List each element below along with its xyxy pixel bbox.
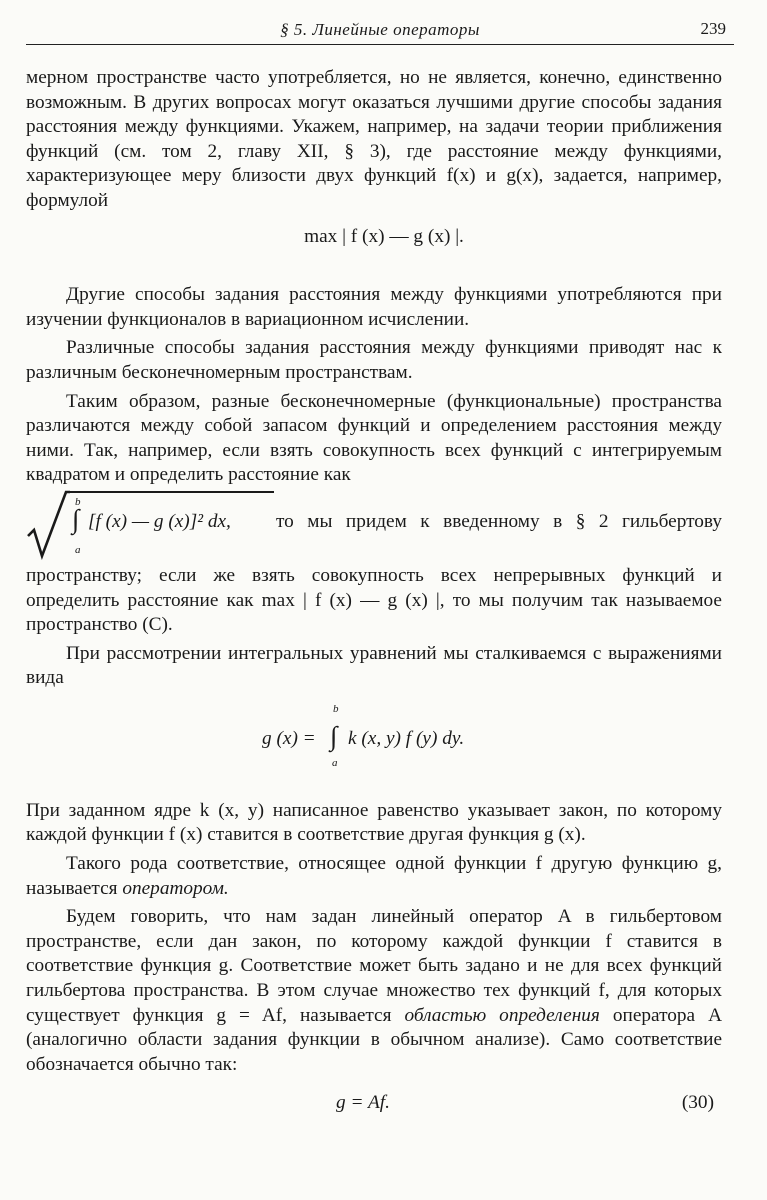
equation-lhs: g (x) = xyxy=(262,727,316,749)
equation-number: (30) xyxy=(681,1092,714,1114)
running-title: § 5. Линейные операторы xyxy=(280,20,480,39)
term-operator: оператором. xyxy=(122,877,229,899)
page-body xyxy=(26,66,722,1123)
paragraph-6: При рассмотрении интегральных уравнений мы сталкиваемся с выражениями вида xyxy=(26,642,722,689)
paragraph-2: Другие способы задания расстояния между функциями употребляются при изучении функционалов в вариационном исчислении. xyxy=(26,284,722,330)
upper-limit: b xyxy=(75,495,81,508)
paragraph-8-text: Такого рода соответствие, относящее одной функции f другую функцию g, называется xyxy=(26,853,722,899)
integrand: [f (x) — g (x)]² dx, xyxy=(88,510,231,532)
integral-limits xyxy=(330,699,344,769)
paragraph-9-part1: Будем говорить, что нам задан линейный оператор A в гильбертовом пространстве, если дан закон, по которому каждой функции f ставится в соответствие функция g. Соответствие может быть задано и не для всех функций гильбертова пространства. В этом случае множество тех функций f, для которых существует функция g = Af, называется xyxy=(26,906,722,1026)
equation-30 xyxy=(26,1087,722,1123)
sqrt-integral-line xyxy=(26,488,722,564)
term-domain: областью определения xyxy=(404,1004,600,1026)
paragraph-4: Таким образом, разные бесконечномерные (функциональные) пространства различаются между собой запасом функций и определением расстояния между ними. Так, например, если взять совокупность всех функций с интегрируемым квадратом и определить расстояние как xyxy=(26,390,722,486)
integral-sign: ∫ xyxy=(330,720,338,751)
integral-equation xyxy=(26,699,722,795)
integral-a-b xyxy=(72,495,86,556)
sqrt-line-tail: то мы придем к введенному в § 2 гильбертову xyxy=(276,510,722,532)
paragraph-1: мерном пространстве часто употребляется, но не является, конечно, единственно возможным. В других вопросах могут оказаться лучшими другие способы задания расстояния между функциями. Укажем, например, на задачи теории приближения функций (см. том 2, главу XII, § 3), где расстояние между функциями, характеризующее меру близости двух функций f(x) и g(x), задается, например, формулой xyxy=(26,67,722,211)
integral-sign: ∫ xyxy=(72,503,80,534)
paragraph-7: При заданном ядре k (x, y) написанное равенство указывает закон, по которому каждой функции f (x) ставится в соответствие другая функция g (x). xyxy=(26,799,722,846)
paragraph-5: пространству; если же взять совокупность всех непрерывных функций и определить расстояние как max | f (x) — g (x) |, то мы получим так называемое пространство (C). xyxy=(26,564,722,636)
paragraph-9-part2: оператора A (аналогично области задания функции в обычном анализе). Само соответствие обозначается обычно так: xyxy=(26,1004,722,1075)
lower-limit: a xyxy=(332,756,338,769)
equation-rhs: k (x, y) f (y) dy. xyxy=(348,727,465,749)
paragraph-3: Различные способы задания расстояния между функциями приводят нас к различным бесконечномерным пространствам. xyxy=(26,337,722,383)
page-number: 239 xyxy=(700,19,726,38)
formula-max-difference: max | f (x) — g (x) |. xyxy=(304,225,464,247)
upper-limit: b xyxy=(333,702,339,715)
radical-overline xyxy=(68,491,274,493)
paragraph-9 xyxy=(26,905,722,1077)
equation-30-expr: g = Af. xyxy=(336,1092,390,1114)
radical-sign xyxy=(26,490,70,560)
paragraph-8 xyxy=(26,852,722,901)
lower-limit: a xyxy=(75,543,81,556)
page-header xyxy=(26,14,734,45)
